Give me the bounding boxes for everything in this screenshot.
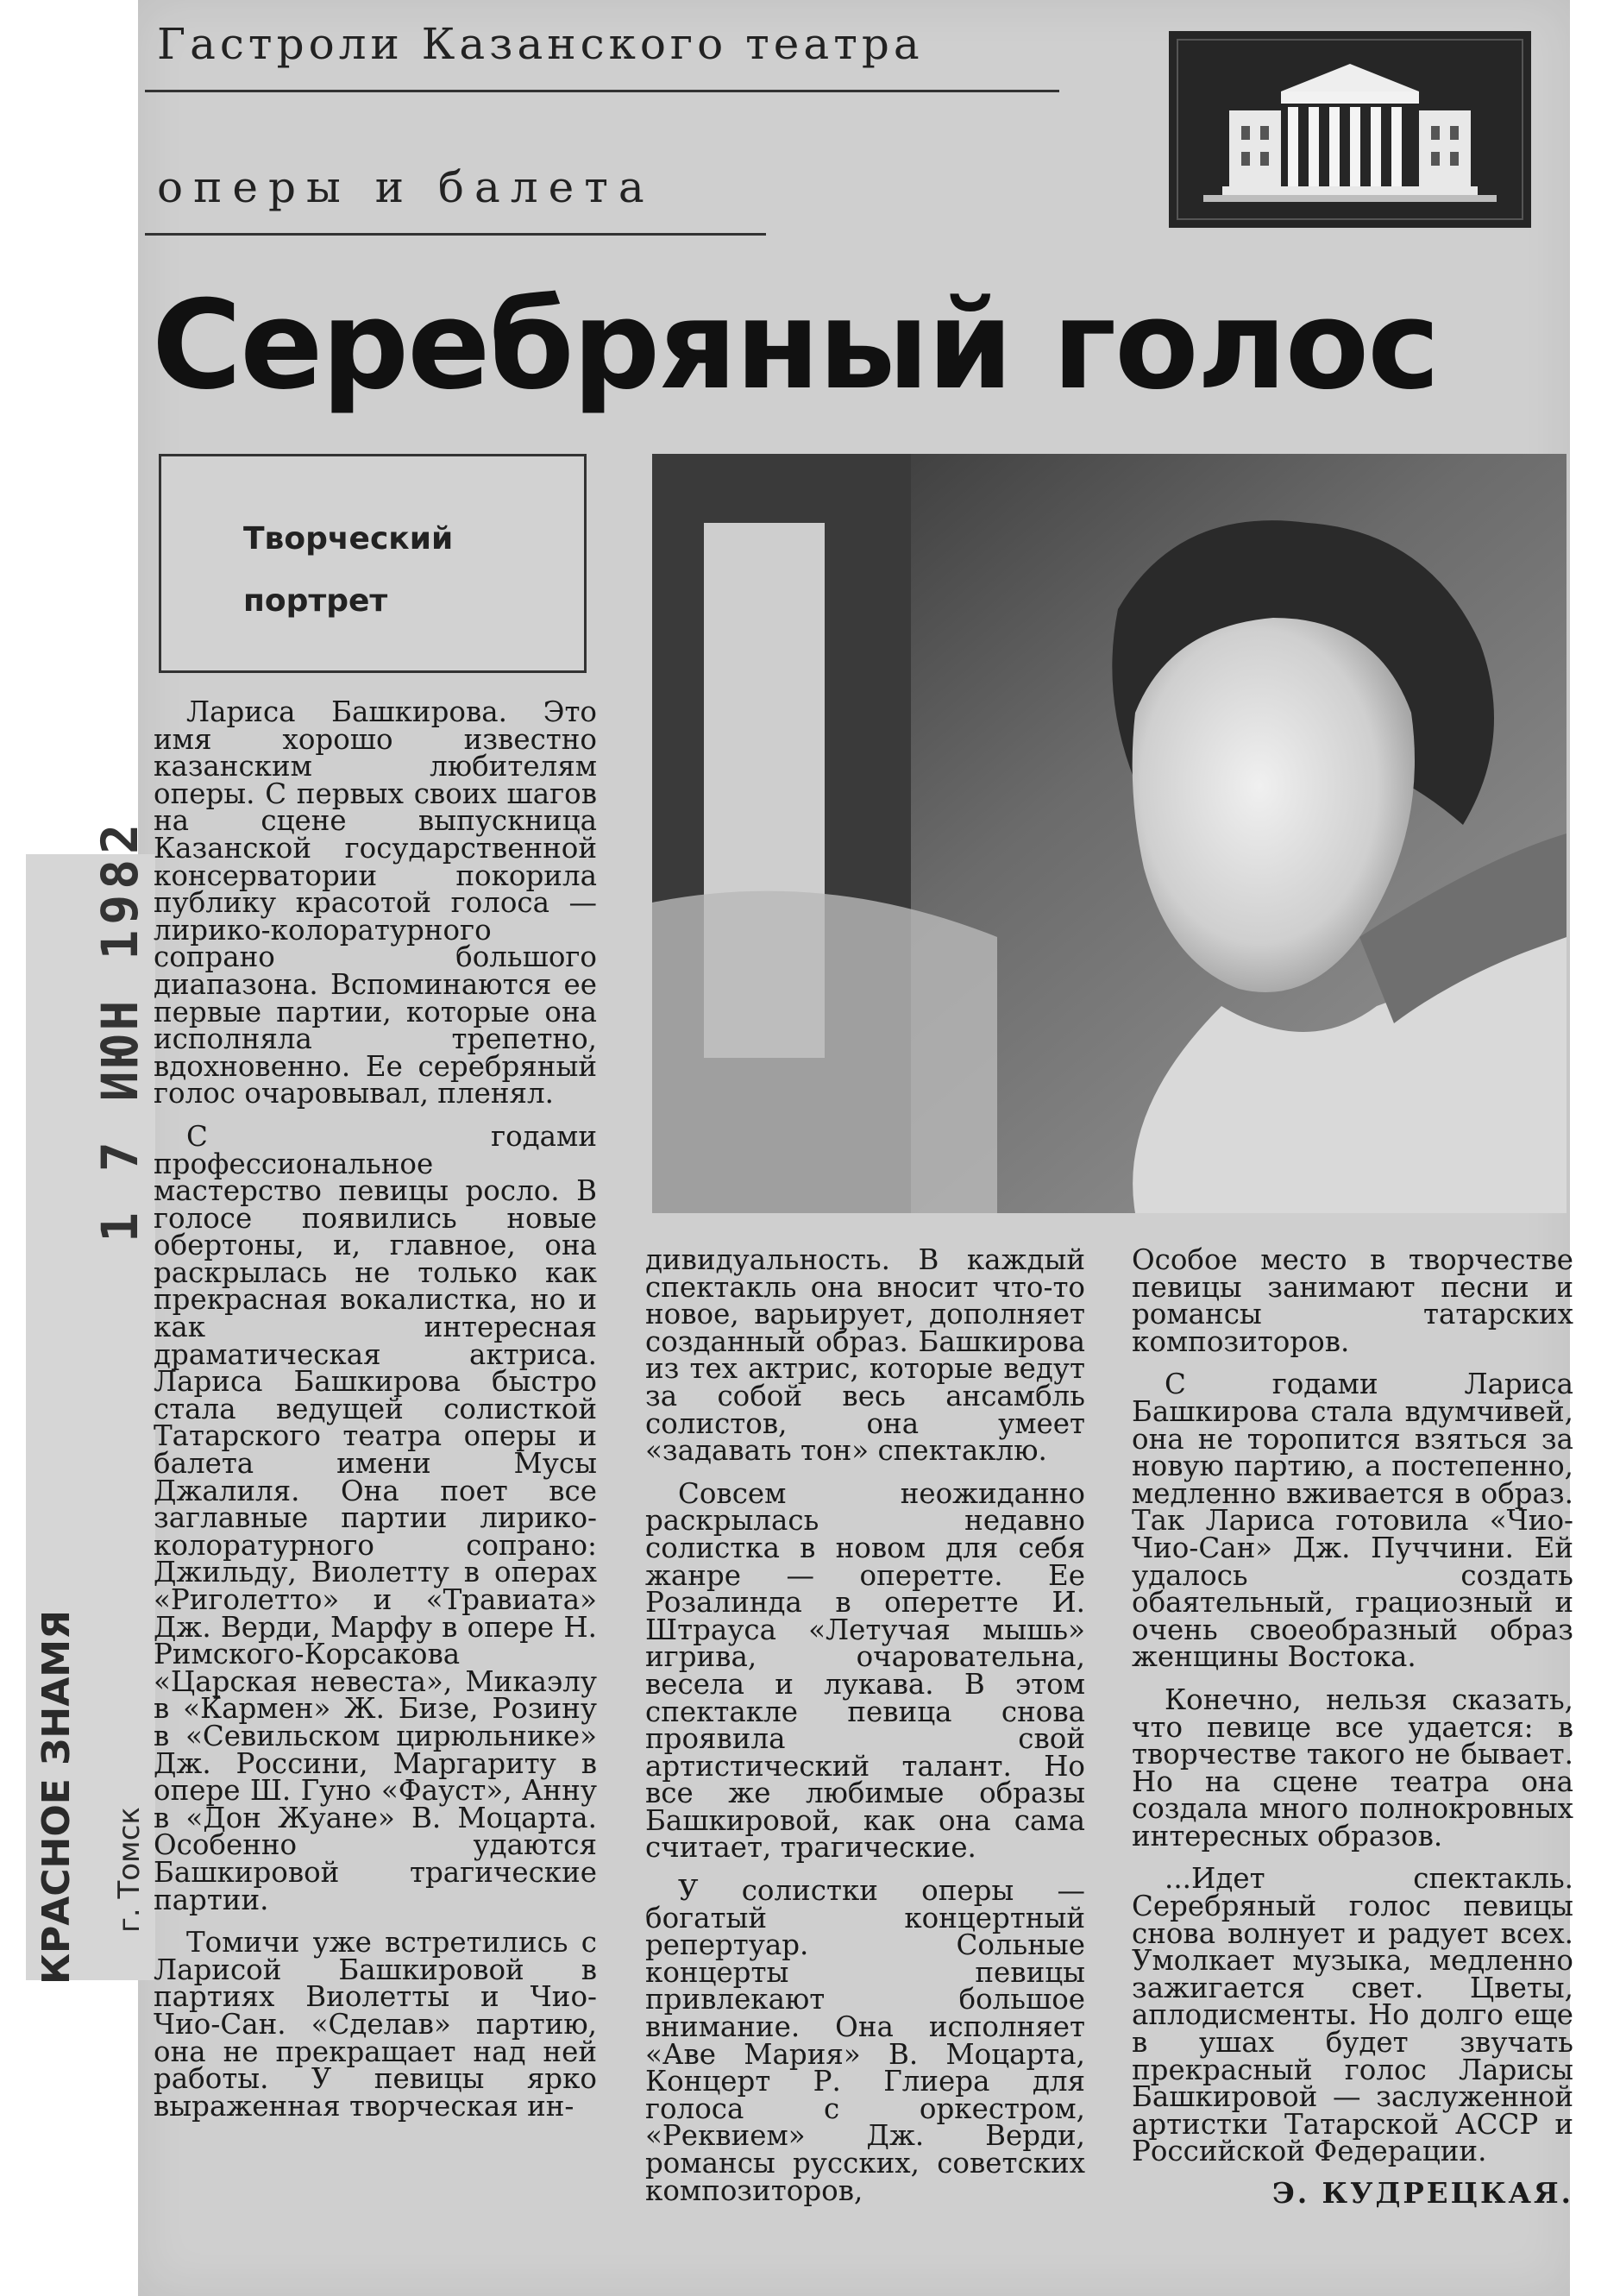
stamp-date: 1 7 ИЮН 1982 xyxy=(91,818,149,1242)
article-paragraph: Конечно, нельзя сказать, что певице все удается: в творчестве такого не бывает. Но на сцене театра она создала много полнокровных интересных образов. xyxy=(1132,1683,1573,1853)
singer-portrait-photo xyxy=(652,454,1566,1213)
article-paragraph: Совсем неожиданно раскрылась недавно солистка в новом для себя жанре — оперетте. Ее Розалинда в оперетте И. Штрауса «Летучая мышь» игрива, очаровательна, весела и лукава. В этом спектакле певица снова проявила свой артистический талант. Но все же любимые образы Башкировой, как она сама считает, трагические. xyxy=(645,1476,1085,1865)
article-author: Э. КУДРЕЦКАЯ. xyxy=(1272,2176,1573,2210)
header-line-1: Гастроли Казанского театра xyxy=(157,19,924,69)
rubric-line-2: портрет xyxy=(243,583,388,619)
article-column-2 xyxy=(645,1243,1085,2207)
article-paragraph: Томичи уже встретились с Ларисой Башкировой в партиях Виолетты и Чио-Чио-Сан. «Сделав» партию, она не прекращает над ней работы. У певицы ярко выраженная творческая ин- xyxy=(154,1926,597,2123)
rubric-box xyxy=(159,454,587,673)
article-column-3 xyxy=(1132,1243,1573,2210)
article-paragraph: дивидуальность. В каждый спектакль она вносит что-то новое, варьирует, дополняет созданный образ. Башкирова из тех актрис, которые ведут за собой весь ансамбль солистов, она умеет «задавать тон» спектаклю. xyxy=(645,1243,1085,1468)
theatre-logo xyxy=(1169,31,1531,228)
article-paragraph: Лариса Башкирова. Это имя хорошо известно казанским любителям оперы. С первых своих шагов на сцене выпускница Казанской государственной консерватории покорила публику красотой голоса — лирико-колоратурного сопрано большого диапазона. Вспоминаются ее первые партии, которые она исполняла трепетно, вдохновенно. Ее серебряный голос очаровывал, пленял. xyxy=(154,695,597,1110)
article-paragraph: ...Идет спектакль. Серебряный голос певицы снова волнует и радует всех. Умолкает музыка, медленно зажигается свет. Цветы, аплодисменты. Но долго еще в ушах будет звучать прекрасный голос Ларисы Башкировой — заслуженной артистки Татарской АССР и Российской Федерации. xyxy=(1132,1862,1573,2168)
stamp-city: г. Томск xyxy=(112,1807,147,1933)
article-paragraph: У солистки оперы — богатый концертный репертуар. Сольные концерты певицы привлекают большое внимание. Она исполняет «Аве Мария» В. Моцарта, Концерт Р. Глиера для голоса с оркестром, «Реквием» Дж. Верди, романсы русских, советских композиторов, xyxy=(645,1874,1085,2207)
stamp-newspaper-name: КРАСНОЕ ЗНАМЯ xyxy=(35,1610,78,1985)
rubric-line-1: Творческий xyxy=(243,521,454,557)
header-line-2: оперы и балета xyxy=(157,162,655,212)
article-paragraph: С годами Лариса Башкирова стала вдумчивей, она не торопится взяться за новую партию, а постепенно, медленно вживается в образ. Так Лариса готовила «Чио-Чио-Сан» Дж. Пуччини. Ей удалось создать обаятельный, грациозный и очень своеобразный образ женщины Востока. xyxy=(1132,1368,1573,1674)
theatre-building-icon xyxy=(1169,31,1531,228)
article-paragraph: Особое место в творчестве певицы занимают песни и романсы татарских композиторов. xyxy=(1132,1243,1573,1358)
article-title: Серебряный голос xyxy=(152,274,1439,417)
article-paragraph: С годами профессиональное мастерство певицы росло. В голосе появились новые обертоны, и, главное, она раскрылась не только как прекрасная вокалистка, но и как интересная драматическая актриса. Лариса Башкирова быстро стала ведущей солисткой Татарского театра оперы и балета имени Мусы Джалиля. Она поет все заглавные партии лирико-колоратурного сопрано: Джильду, Виолетту в операх «Риголетто» и «Травиата» Дж. Верди, Марфу в опере Н. Римского-Корсакова «Царская невеста», Микаэлу в «Кармен» Ж. Бизе, Розину в «Севильском цирюльнике» Дж. Россини, Маргариту в опере Ш. Гуно «Фауст», Анну в «Дон Жуане» В. Моцарта. Особенно удаются Башкировой трагические партии. xyxy=(154,1119,597,1916)
header-rule-2 xyxy=(145,233,766,236)
header-rule-1 xyxy=(145,90,1059,92)
article-column-1 xyxy=(154,695,597,2123)
